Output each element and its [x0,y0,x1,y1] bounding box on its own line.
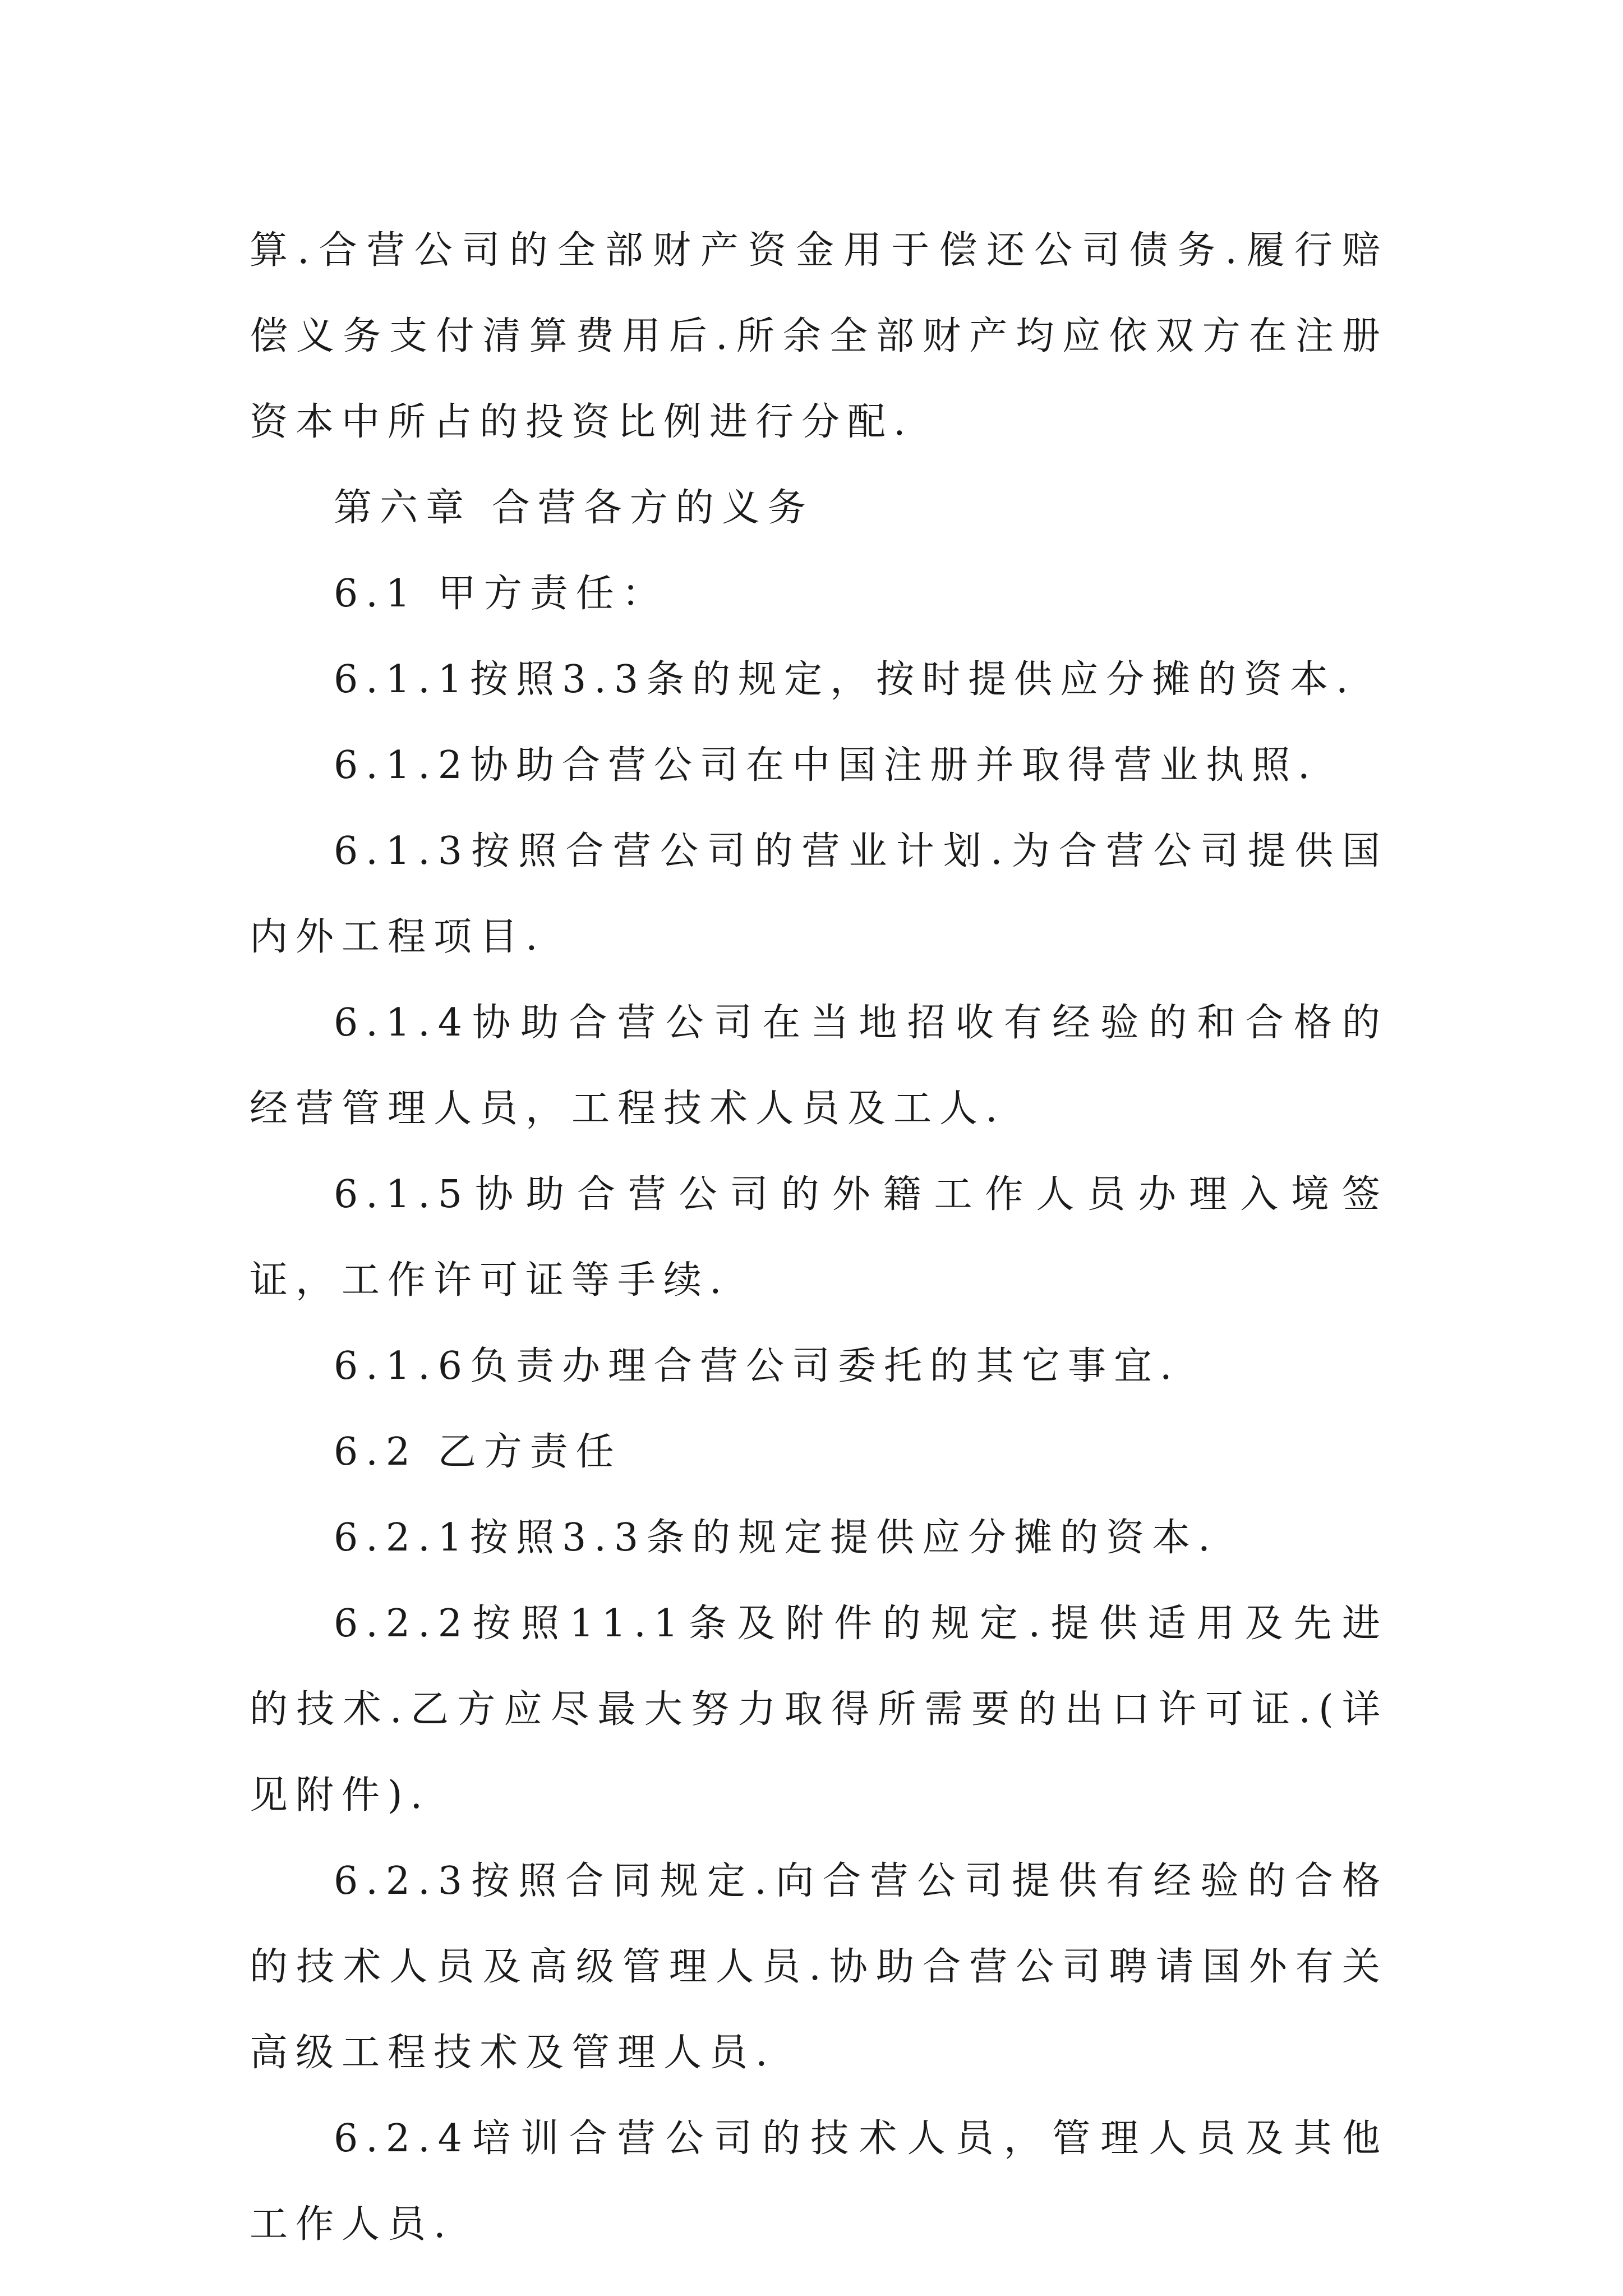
clause-6-2-1: 6.2.1按照3.3条的规定提供应分摊的资本. [334,1516,1218,1560]
clause-6-1-4: 6.1.4协助合营公司在当地招收有经验的和合格的经营管理人员，工程技术人员及工人. [250,1001,1388,1131]
document-body [250,208,1388,2267]
clause-6-1-2: 6.1.2协助合营公司在中国注册并取得营业执照. [334,743,1318,788]
clause-6-1-1: 6.1.1按照3.3条的规定，按时提供应分摊的资本. [334,657,1356,702]
clause-6-1-6: 6.1.6负责办理合营公司委托的其它事宜. [334,1344,1180,1388]
clause-6-2-4: 6.2.4培训合营公司的技术人员，管理人员及其他工作人员. [250,2116,1388,2247]
clause-6-1-5: 6.1.5协助合营公司的外籍工作人员办理入境签证，工作许可证等手续. [250,1172,1388,1303]
clause-6-1-3: 6.1.3按照合营公司的营业计划.为合营公司提供国内外工程项目. [250,829,1388,959]
clause-6-2-3: 6.2.3按照合同规定.向合营公司提供有经验的合格的技术人员及高级管理人员.协助合营公司聘请国外有关高级工程技术及管理人员. [250,1859,1388,2075]
paragraph-liquidation: 算.合营公司的全部财产资金用于偿还公司债务.履行赔偿义务支付清算费用后.所余全部财产均应依双方在注册资本中所占的投资比例进行分配. [250,228,1388,444]
section-heading-party-b: 6.2 乙方责任 [334,1430,622,1474]
section-heading-party-a: 6.1 甲方责任： [334,572,668,616]
clause-6-2-2: 6.2.2按照11.1条及附件的规定.提供适用及先进的技术.乙方应尽最大努力取得所需要的出口许可证.(详见附件). [250,1602,1388,1818]
chapter-heading: 第六章 合营各方的义务 [334,486,814,530]
